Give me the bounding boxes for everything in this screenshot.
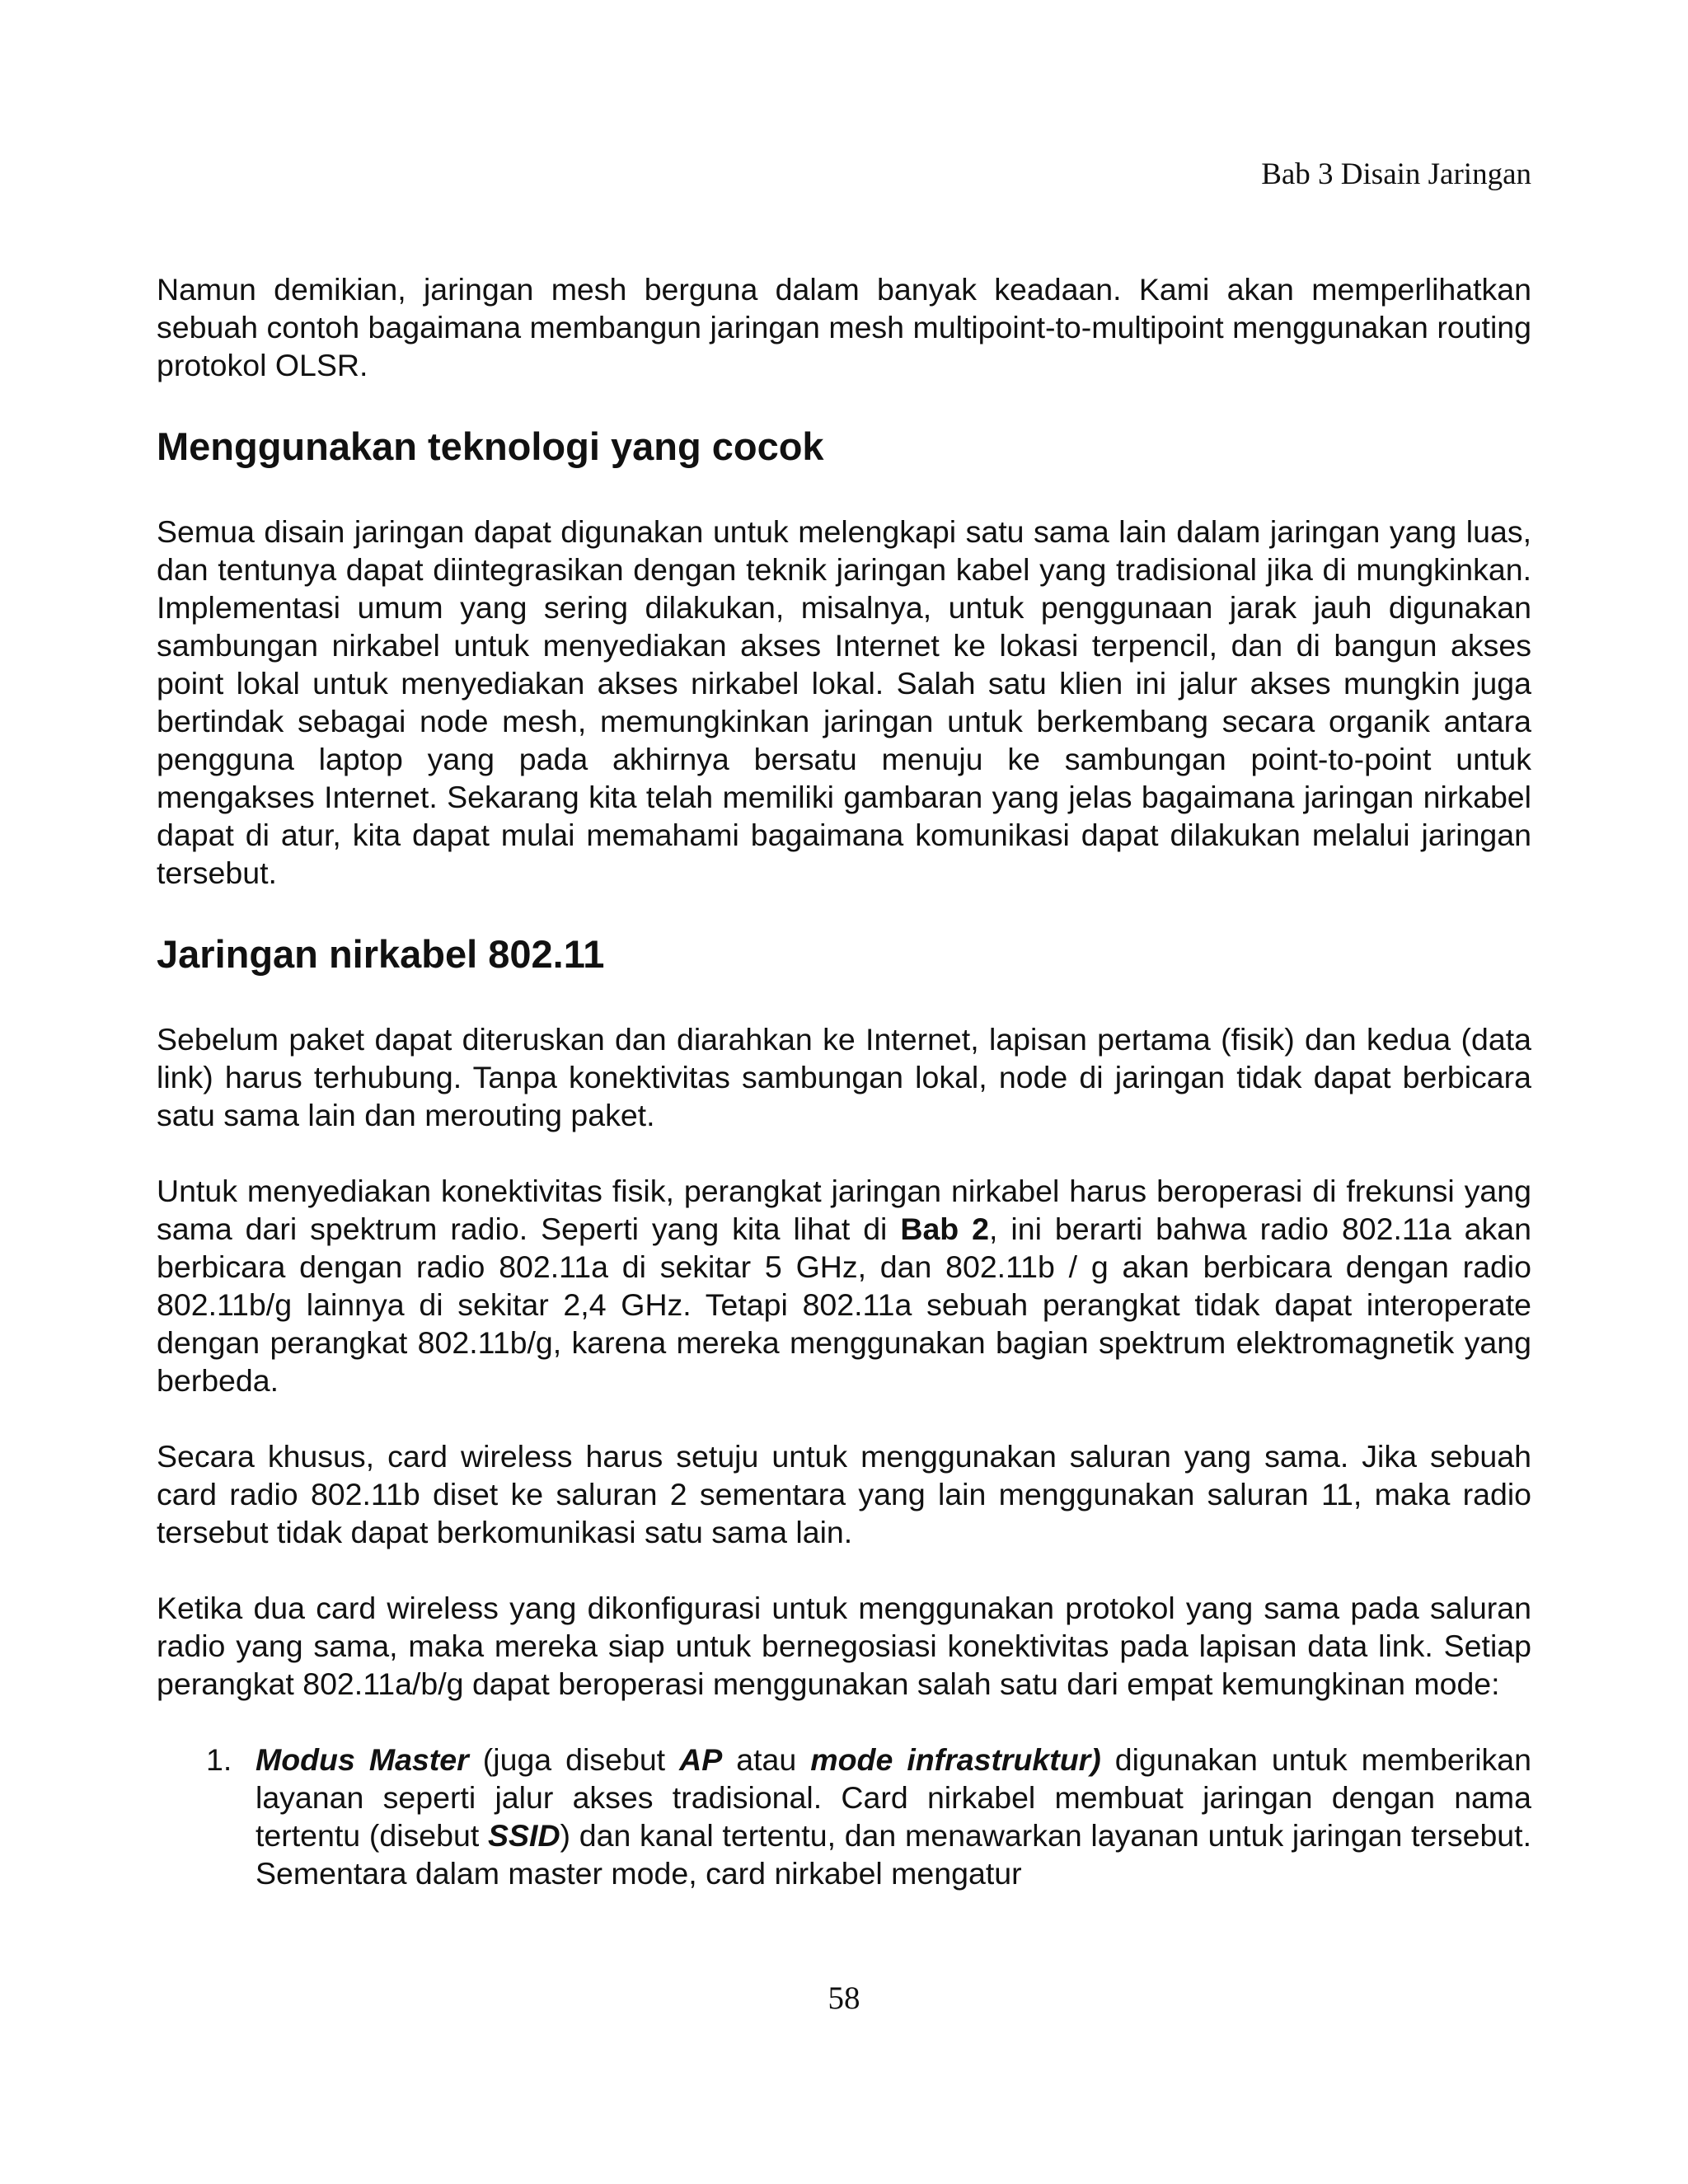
frequency-text-after: , ini berarti bahwa radio 802.11a akan berbicara dengan radio 802.11a di sekitar 5 GHz, dan 802.11b / g akan berbicara dengan radio 802.11b/g lainnya di sekitar 2,4 GHz. Tetapi 802.11a sebuah perangkat tidak dapat interoperate dengan perangkat 802.11b/g, karena mereka menggunakan bagian spektrum elektromagnetik yang berbeda. [157,1212,1531,1398]
modes-list [157,1741,1531,1892]
modes-intro-paragraph: Ketika dua card wireless yang dikonfigurasi untuk menggunakan protokol yang sama pada saluran radio yang sama, maka mereka siap untuk bernegosiasi konektivitas pada lapisan data link. Setiap perangkat 802.11a/b/g dapat beroperasi menggunakan salah satu dari empat kemungkinan mode: [157,1591,1531,1701]
page-number: 58 [828,1980,860,2016]
chapter-reference: Bab 2 [900,1212,990,1246]
technology-paragraph: Semua disain jaringan dapat digunakan untuk melengkapi satu sama lain dalam jaringan yang luas, dan tentunya dapat diintegrasikan dengan teknik jaringan kabel yang tradisional jika di mungkinkan. Implementasi umum yang sering dilakukan, misalnya, untuk penggunaan jarak jauh digunakan sambungan nirkabel untuk menyediakan akses Internet ke lokasi terpencil, dan di bangun akses point lokal untuk menyediakan akses nirkabel lokal. Salah satu klien ini jalur akses mungkin juga bertindak sebagai node mesh, memungkinkan jaringan untuk berkembang secara organik antara pengguna laptop yang pada akhirnya bersatu menuju ke sambungan point-to-point untuk mengakses Internet. Sekarang kita telah memiliki gambaran yang jelas bagaimana jaringan nirkabel dapat di atur, kita dapat mulai memahami bagaimana komunikasi dapat dilakukan melalui jaringan tersebut. [157,514,1531,890]
term-ssid: SSID [488,1818,560,1853]
section-heading-technology: Menggunakan teknologi yang cocok [157,424,824,468]
frequency-paragraph [157,1172,1531,1399]
list-text: ) dan kanal tertentu, dan menawarkan layanan untuk jaringan tersebut. Sementara dalam master mode, card nirkabel mengatur [256,1818,1531,1891]
list-text: (juga disebut [468,1742,680,1777]
list-text: atau [722,1742,811,1777]
term-master-mode: Modus Master [256,1742,469,1777]
frequency-text-before: Untuk menyediakan konektivitas fisik, perangkat jaringan nirkabel harus beroperasi di frekunsi yang sama dari spektrum radio. Seperti yang kita lihat di [157,1174,1531,1246]
term-infrastructure-mode: mode infrastruktur) [810,1742,1101,1777]
layers-paragraph: Sebelum paket dapat diteruskan dan diarahkan ke Internet, lapisan pertama (fisik) dan kedua (data link) harus terhubung. Tanpa konektivitas sambungan lokal, node di jaringan tidak dapat berbicara satu sama lain dan merouting paket. [157,1022,1531,1132]
intro-paragraph: Namun demikian, jaringan mesh berguna dalam banyak keadaan. Kami akan memperlihatkan sebuah contoh bagaimana membangun jaringan mesh multipoint-to-multipoint menggunakan routing protokol OLSR. [157,272,1531,382]
channel-paragraph: Secara khusus, card wireless harus setuju untuk menggunakan saluran yang sama. Jika sebuah card radio 802.11b diset ke saluran 2 sementara yang lain menggunakan saluran 11, maka radio tersebut tidak dapat berkomunikasi satu sama lain. [157,1439,1531,1549]
list-item-number: 1. [206,1742,232,1777]
list-text: digunakan untuk memberikan layanan seperti jalur akses tradisional. Card nirkabel membuat jaringan dengan nama tertentu (disebut [256,1742,1531,1853]
section-heading-80211: Jaringan nirkabel 802.11 [157,932,605,976]
page-body [157,270,1531,1892]
term-ap: AP [679,1742,723,1777]
running-header: Bab 3 Disain Jaringan [1261,157,1531,191]
list-item-master-mode [157,1741,1531,1892]
